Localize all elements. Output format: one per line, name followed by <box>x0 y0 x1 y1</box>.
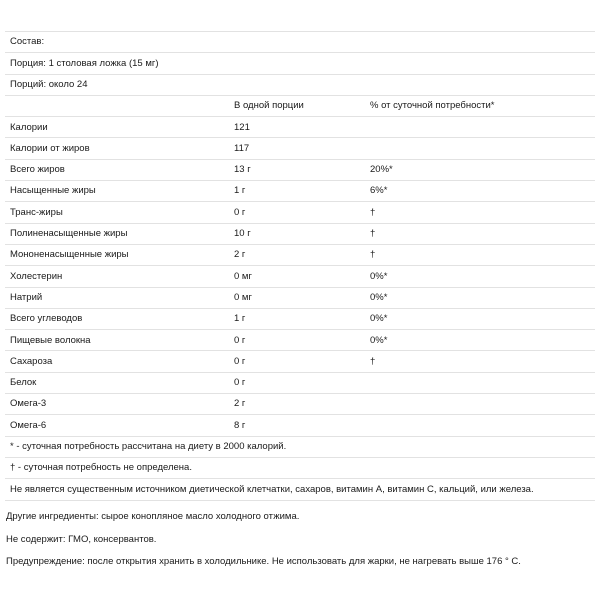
serving-size-row <box>5 53 595 74</box>
table-row <box>5 287 595 308</box>
nutrient-name: Калории <box>5 117 229 138</box>
nutrient-amount: 0 г <box>229 330 365 351</box>
nutrient-name: Полиненасыщенные жиры <box>5 223 229 244</box>
footnote-not-established: † - суточная потребность не определена. <box>5 457 595 478</box>
header-daily-value: % от суточной потребности* <box>365 95 595 116</box>
nutrient-name: Транс-жиры <box>5 202 229 223</box>
table-header-row <box>5 95 595 116</box>
nutrient-amount: 0 г <box>229 372 365 393</box>
nutrient-daily-value: † <box>365 223 595 244</box>
nutrient-daily-value: 6%* <box>365 181 595 202</box>
nutrient-amount: 2 г <box>229 394 365 415</box>
nutrient-amount: 2 г <box>229 244 365 265</box>
nutrient-name: Омега-3 <box>5 394 229 415</box>
nutrient-daily-value: 0%* <box>365 266 595 287</box>
footnote-row <box>5 457 595 478</box>
table-row <box>5 394 595 415</box>
nutrient-amount: 0 г <box>229 351 365 372</box>
nutrient-amount: 1 г <box>229 181 365 202</box>
footnote-daily-basis: * - суточная потребность рассчитана на диету в 2000 калорий. <box>5 436 595 457</box>
nutrient-daily-value: † <box>365 244 595 265</box>
nutrient-daily-value <box>365 138 595 159</box>
table-row <box>5 351 595 372</box>
nutrient-daily-value <box>365 415 595 436</box>
nutrient-daily-value: † <box>365 351 595 372</box>
table-row <box>5 308 595 329</box>
nutrient-daily-value: † <box>365 202 595 223</box>
header-per-serving: В одной порции <box>229 95 365 116</box>
servings-per-container-row <box>5 74 595 95</box>
nutrient-daily-value: 0%* <box>365 287 595 308</box>
table-row <box>5 159 595 180</box>
serving-size: Порция: 1 столовая ложка (15 мг) <box>5 53 595 74</box>
nutrient-name: Насыщенные жиры <box>5 181 229 202</box>
other-ingredients: Другие ингредиенты: сырое конопляное масло холодного отжима. <box>6 511 300 522</box>
header-blank-cell <box>5 95 229 116</box>
table-row <box>5 244 595 265</box>
nutrient-daily-value: 20%* <box>365 159 595 180</box>
nutrient-name: Всего жиров <box>5 159 229 180</box>
nutrition-facts-panel <box>5 31 595 501</box>
table-row <box>5 138 595 159</box>
table-row <box>5 372 595 393</box>
nutrient-daily-value: 0%* <box>365 308 595 329</box>
nutrient-name: Всего углеводов <box>5 308 229 329</box>
storage-warning: Предупреждение: после открытия хранить в холодильнике. Не использовать для жарки, не нагревать выше 176 ° С. <box>6 556 521 567</box>
nutrient-daily-value <box>365 372 595 393</box>
nutrient-daily-value <box>365 117 595 138</box>
nutrient-name: Мононенасыщенные жиры <box>5 244 229 265</box>
nutrient-amount: 121 <box>229 117 365 138</box>
nutrient-daily-value <box>365 394 595 415</box>
nutrient-amount: 0 мг <box>229 266 365 287</box>
nutrient-name: Белок <box>5 372 229 393</box>
table-row <box>5 223 595 244</box>
table-row <box>5 181 595 202</box>
nutrient-name: Натрий <box>5 287 229 308</box>
nutrient-amount: 117 <box>229 138 365 159</box>
nutrient-daily-value: 0%* <box>365 330 595 351</box>
nutrient-amount: 1 г <box>229 308 365 329</box>
table-row <box>5 415 595 436</box>
composition-row <box>5 32 595 53</box>
footnote-row <box>5 479 595 500</box>
nutrient-name: Омега-6 <box>5 415 229 436</box>
nutrient-name: Калории от жиров <box>5 138 229 159</box>
nutrition-facts-table <box>5 31 595 501</box>
nutrient-amount: 13 г <box>229 159 365 180</box>
table-row <box>5 117 595 138</box>
servings-per-container: Порций: около 24 <box>5 74 595 95</box>
table-row <box>5 330 595 351</box>
does-not-contain: Не содержит: ГМО, консервантов. <box>6 534 157 545</box>
footnote-row <box>5 436 595 457</box>
nutrient-amount: 8 г <box>229 415 365 436</box>
nutrient-name: Холестерин <box>5 266 229 287</box>
nutrient-amount: 0 г <box>229 202 365 223</box>
footnote-not-significant-source: Не является существенным источником диетической клетчатки, сахаров, витамин А, витамин С, кальций, или железа. <box>5 479 595 500</box>
nutrient-name: Пищевые волокна <box>5 330 229 351</box>
nutrient-amount: 10 г <box>229 223 365 244</box>
table-row <box>5 266 595 287</box>
composition-label: Состав: <box>5 32 595 53</box>
table-row <box>5 202 595 223</box>
nutrient-name: Сахароза <box>5 351 229 372</box>
nutrient-amount: 0 мг <box>229 287 365 308</box>
